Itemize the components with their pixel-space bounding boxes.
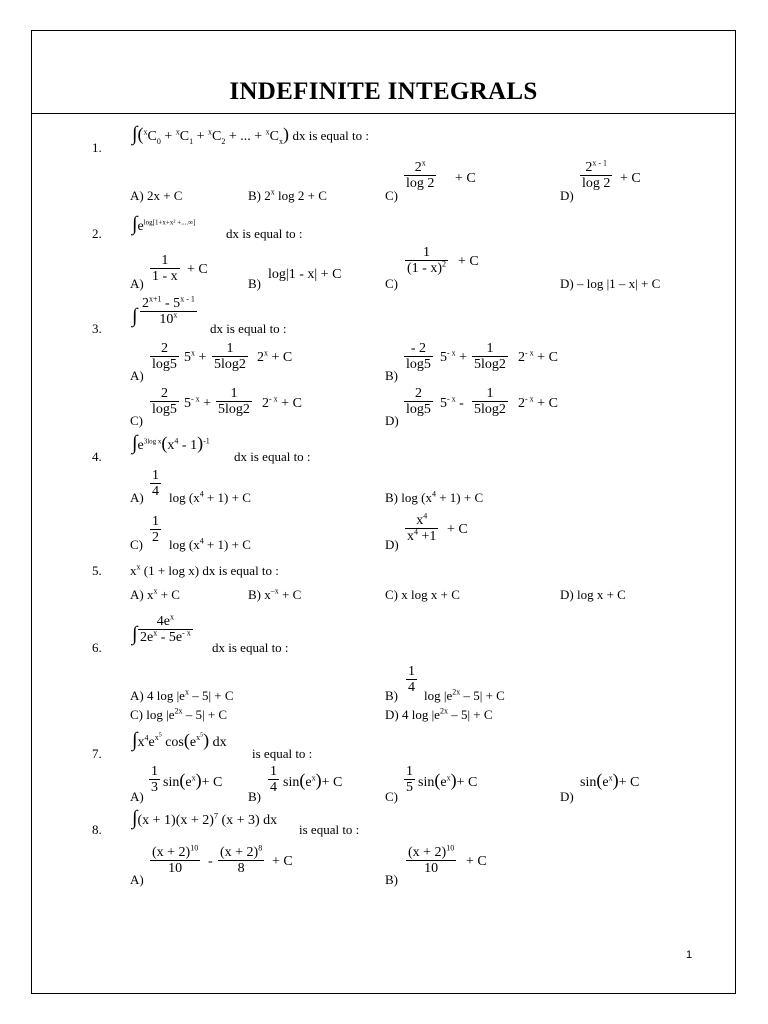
option-a-label: A) — [130, 490, 144, 505]
question-stem: $\int e^{log[1+x+x^2 +....\infty]}$ — [132, 213, 196, 235]
option-c-label: C) — [385, 276, 398, 291]
is-equal: is equal to : — [299, 822, 360, 837]
integrand-fraction: $\frac{4e^x}{2e^x - 5e^{- x}}$ — [140, 612, 191, 645]
option-c-fraction: $\frac{2^x}{\log 2}$ — [406, 158, 435, 191]
option-c-label: C) — [385, 789, 398, 804]
option-d-fraction: $\frac{2^{x - 1}}{\log 2}$ — [582, 158, 611, 191]
fraction: $\frac{2}{\log 5}$ — [406, 386, 431, 417]
page-title: INDEFINITE INTEGRALS — [229, 78, 538, 105]
option-c-fraction: $\frac{1}{2}$ — [152, 514, 159, 545]
option-a-fraction: $\frac{1}{1 - x}$ — [152, 253, 178, 284]
option-d: D) 4 $\log |e^{2x} - 5| + C$ — [385, 706, 493, 722]
plus-c: + C — [458, 254, 479, 269]
option-a-label: A) — [130, 789, 144, 804]
fraction: $\frac{2}{\log 5}$ — [152, 386, 177, 417]
fraction: $\frac{- 2}{\log 5}$ — [406, 341, 431, 372]
option-a-label: A) — [130, 276, 144, 291]
term: $5^{- x}$ + — [440, 348, 468, 365]
term: $2^{- x} + C$ — [518, 394, 558, 411]
plus-c: + C — [447, 522, 468, 537]
integral-sign: ∫ — [132, 305, 138, 327]
option-b: B) 2$^x$ log 2 + C — [248, 187, 327, 203]
option-d-fraction: $\frac{x^4}{x^4 +1}$ — [407, 511, 437, 544]
option-b: B) $\log (x^4 + 1) + C$ — [385, 489, 484, 505]
question-stem: $\int x^4e^{x^5}$ $\cos(e^{x^5})$ dx — [132, 729, 227, 751]
question-number: 4. — [92, 449, 102, 464]
option-b-label: B) — [248, 789, 261, 804]
operator: - — [208, 854, 213, 869]
fraction: $\frac{1}{5\log 2}$ — [474, 386, 506, 417]
fraction: $\frac{1}{3}$ — [151, 764, 158, 795]
option-b-label: B) — [385, 872, 398, 887]
option-d: D) – log |1 – x| + C — [560, 276, 661, 291]
option-c: C) x log x + C — [385, 587, 460, 602]
sin-expr: $\sin(e^x)+ C$ — [283, 770, 343, 790]
question-number: 8. — [92, 822, 102, 837]
dx-equal: dx is equal to : — [210, 321, 287, 336]
option-b-label: B) — [385, 368, 398, 383]
sin-expr: $\sin(e^x)+ C$ — [163, 770, 223, 790]
dx-equal: dx is equal to : — [226, 226, 303, 241]
integrand-fraction: $\frac{2^{x+1} - 5^{x - 1}}{10^x}$ — [142, 294, 195, 327]
option-d-label: D) — [560, 188, 574, 203]
option-b-label: B) — [248, 276, 261, 291]
page-number: 1 — [686, 949, 693, 961]
option-d-label: D) — [385, 413, 399, 428]
option-b-expr: $\log |e^{2x} - 5| + C$ — [424, 687, 505, 703]
title-divider — [31, 113, 736, 114]
question-stem: $\int(^xC_0 + ^xC_1 + ^xC_2$ + ... + $^xC_x$) dx is equal to : — [132, 123, 370, 146]
fraction: $\frac{2}{\log 5}$ — [152, 341, 177, 372]
fraction: $\frac{(x + 2)^{10}}{10}$ — [408, 843, 455, 876]
plus-c: + C — [466, 854, 487, 869]
option-b: B) $x^{-x} + C$ — [248, 586, 302, 602]
option-d-label: D) — [385, 537, 399, 552]
option-a-fraction: $\frac{1}{4}$ — [152, 468, 159, 499]
option-b-fraction: $\frac{1}{4}$ — [408, 664, 415, 695]
question-stem: $\int(x + 1)(x + 2)^7$ (x + 3) dx — [132, 807, 278, 829]
option-c: C) $\log |e^{2x} - 5| + C$ — [130, 706, 228, 722]
fraction: $\frac{1}{5}$ — [406, 764, 413, 795]
term: $5^{- x}$ + — [184, 394, 212, 411]
fraction: $\frac{(x + 2)^8}{8}$ — [220, 843, 263, 876]
plus-c: + C — [455, 171, 476, 186]
option-a: A) 2x + C — [130, 188, 183, 203]
term: $5^{- x}$ - — [440, 394, 464, 411]
plus-c: + C — [620, 171, 641, 186]
question-number: 7. — [92, 746, 102, 761]
fraction: $\frac{1}{4}$ — [270, 764, 277, 795]
plus-c: + C — [187, 262, 208, 277]
option-c-label: C) — [130, 413, 143, 428]
term: 2$^x$ + C — [257, 348, 293, 365]
option-a-expr: $\log (x^4 + 1) + C$ — [169, 489, 251, 505]
option-d-label: D) — [560, 789, 574, 804]
option-d: D) log x + C — [560, 587, 626, 602]
option-a: A) 4 $\log |e^x - 5| + C$ — [130, 687, 234, 703]
option-a-label: A) — [130, 368, 144, 383]
question-number: 5. — [92, 563, 102, 578]
sin-expr: $\sin(e^x)+ C$ — [418, 770, 478, 790]
option-c-label: C) — [385, 188, 398, 203]
dx-equal: dx is equal to : — [234, 449, 311, 464]
option-c-expr: $\log (x^4 + 1) + C$ — [169, 536, 251, 552]
sin-expr: $\sin(e^x)+ C$ — [580, 770, 640, 790]
fraction: $\frac{1}{5\log 2}$ — [218, 386, 250, 417]
question-stem: $x^x$ (1 + log x) dx is equal to : — [130, 562, 279, 578]
term: $2^{- x} + C$ — [518, 348, 558, 365]
fraction: $\frac{(x + 2)^{10}}{10}$ — [152, 843, 199, 876]
option-c-label: C) — [130, 537, 143, 552]
dx-equal: dx is equal to : — [212, 640, 289, 655]
integral-sign: ∫ — [132, 623, 138, 645]
plus-c: + C — [272, 854, 293, 869]
option-c-fraction: $\frac{1}{(1 - x)^2}$ — [407, 245, 446, 276]
question-stem: $\int e^{3log x}(x^4 - 1)^{-1}$ — [132, 432, 210, 454]
option-b-label: B) — [385, 688, 398, 703]
question-number: 6. — [92, 640, 102, 655]
option-a: A) $x^x + C$ — [130, 586, 180, 602]
fraction: $\frac{1}{5\log 2}$ — [474, 341, 506, 372]
term: $2^{- x} + C$ — [262, 394, 302, 411]
option-a-label: A) — [130, 872, 144, 887]
question-number: 3. — [92, 321, 102, 336]
option-b-expr: log|1 - x| + C — [268, 267, 342, 282]
question-number: 2. — [92, 226, 102, 241]
term: 5$^x$ + — [184, 348, 207, 365]
fraction: $\frac{1}{5\log 2}$ — [214, 341, 246, 372]
is-equal: is equal to : — [252, 746, 313, 761]
question-number: 1. — [92, 140, 102, 155]
